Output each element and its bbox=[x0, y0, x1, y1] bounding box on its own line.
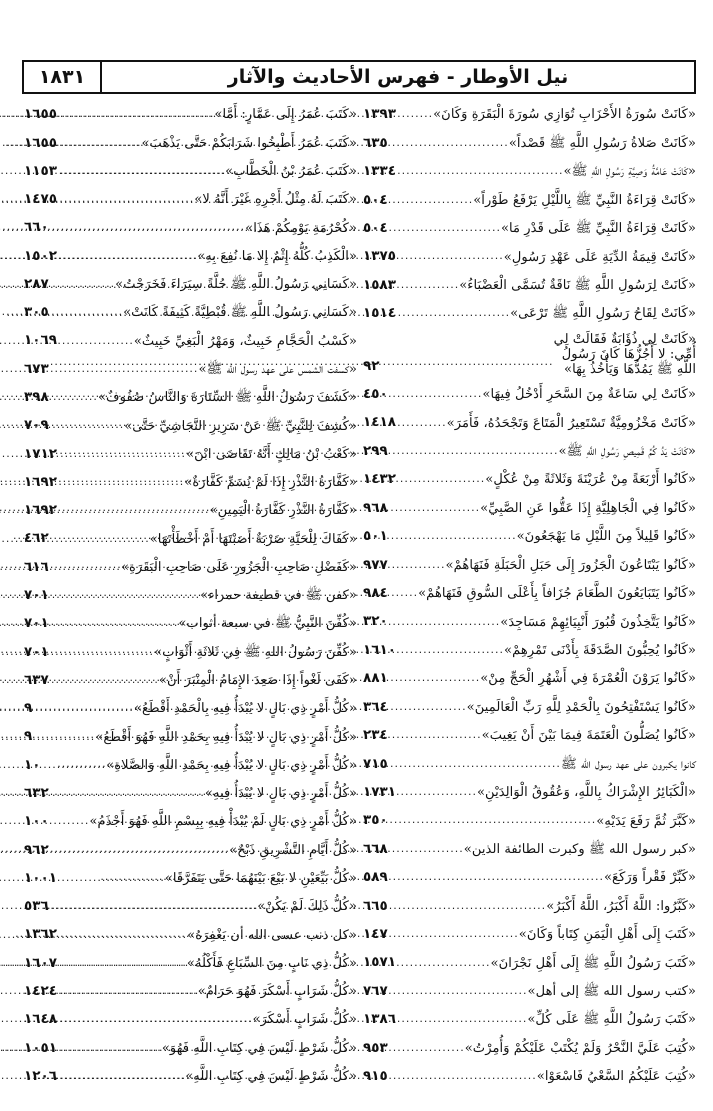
leader-dots bbox=[59, 165, 225, 178]
index-entry bbox=[363, 409, 696, 437]
index-entry bbox=[24, 1034, 357, 1062]
page-header bbox=[22, 60, 696, 94]
leader-dots bbox=[59, 1013, 253, 1026]
entry-page-number: ٣٠٥ bbox=[24, 304, 49, 321]
entry-text: «كل ذنب عسى الله أن يَغْفِرَهُ» bbox=[187, 927, 357, 943]
index-entry bbox=[24, 582, 357, 610]
entry-text: «كَانَتْ قِرَاءَةُ النَّبِيِّ ﷺ عَلَى قَدْرِ مَا» bbox=[500, 221, 696, 237]
entry-text: «كَسَانِي رَسُولُ اللَّهِ ﷺ حُلَّةً سِيَرَاءَ فَخَرَجْتُ» bbox=[115, 277, 357, 293]
entry-page-number: ٦٦٥ bbox=[363, 897, 388, 914]
leader-dots bbox=[59, 1070, 185, 1083]
index-entry bbox=[363, 551, 696, 579]
entry-text: «كَتَبَ عُمَرُ أَطْبِخُوا شَرَابَكُمْ حَتَّى يَذْهَبَ» bbox=[141, 135, 357, 151]
entry-page-number: ٦١٦ bbox=[24, 558, 49, 575]
entry-page-number: ٤٦٢ bbox=[24, 530, 49, 547]
entry-text: «كَتَبَ عُمَرُ إِلَى عَمَّارٍ: أَمَّا» bbox=[214, 107, 357, 123]
leader-dots bbox=[381, 356, 553, 369]
index-entry bbox=[363, 186, 696, 214]
index-entry bbox=[363, 129, 696, 157]
entry-text: «كُلُّ ذَلِكَ لَمْ يَكُنْ» bbox=[257, 899, 357, 915]
entry-page-number: ١٣٣٤ bbox=[363, 163, 396, 180]
leader-dots bbox=[398, 786, 477, 799]
entry-page-number: ١٠ bbox=[24, 756, 41, 773]
index-entry bbox=[363, 381, 696, 409]
entry-text: «كَانَتْ يَدُ كُمِّ قَمِيصِ رَسُولِ اللَّهِ ﷺ» bbox=[558, 444, 696, 460]
index-entry bbox=[24, 469, 357, 497]
index-entry bbox=[24, 780, 357, 808]
leader-dots bbox=[59, 193, 194, 206]
entry-page-number: ٩٥٣ bbox=[363, 1039, 388, 1056]
entry-page-number: ٦٦٠ bbox=[24, 219, 49, 236]
leader-dots bbox=[51, 363, 199, 376]
index-entry bbox=[363, 978, 696, 1006]
entry-text: «كَتَبَ رَسُولُ اللَّهِ ﷺ عَلَى كُلِّ» bbox=[527, 1012, 696, 1028]
entry-page-number: ٧٠١ bbox=[24, 587, 49, 604]
index-entry bbox=[363, 637, 696, 665]
leader-dots bbox=[390, 843, 464, 856]
entry-text: «كُلُّ أَمْرٍ ذِي بَالٍ لا يُبْدَأُ فِيهِ» bbox=[204, 786, 357, 802]
entry-page-number: ٢٩٩ bbox=[363, 442, 388, 459]
index-entry bbox=[363, 580, 696, 608]
entry-page-number: ٧٠٩ bbox=[24, 417, 49, 434]
leader-dots bbox=[390, 900, 546, 913]
leader-dots bbox=[42, 759, 106, 772]
entry-page-number: ١٥٧١ bbox=[363, 954, 396, 971]
index-entry bbox=[24, 186, 357, 214]
leader-dots bbox=[59, 1042, 162, 1055]
entry-text: «كَبِّرْ فَقْراً وَرَكَعَ» bbox=[603, 870, 696, 886]
index-entry bbox=[363, 1006, 696, 1034]
index-entry bbox=[24, 440, 357, 468]
leader-dots bbox=[398, 165, 564, 178]
index-entry bbox=[24, 751, 357, 779]
index-entry bbox=[363, 779, 696, 807]
entry-text: «كَانَتْ لِرَسُولِ اللَّهِ ﷺ نَاقَةٌ تُسَمَّى الْعَضْبَاءُ» bbox=[459, 277, 696, 293]
index-entry bbox=[363, 243, 696, 271]
entry-page-number: ١٠٦٩ bbox=[24, 332, 57, 349]
leader-dots bbox=[390, 985, 528, 998]
entry-page-number: ١٦٩٢ bbox=[24, 502, 57, 519]
index-entry bbox=[24, 412, 357, 440]
entry-text: «كَفَّارَةُ النَّذْرِ إِذَا لَمْ يُسَمِّ كَفَّارَةٌ» bbox=[184, 475, 357, 491]
index-entry bbox=[24, 836, 357, 864]
entry-text: «كَسَانِي رَسُولُ اللَّهِ ﷺ قُبْطِيَّةً كَثِيفَةً كَانَتْ» bbox=[123, 305, 357, 321]
entry-text: «كَفَى لَغْواً إِذَا صَعِدَ الإِمَامُ الْمِنْبَرَ أَنْ» bbox=[158, 673, 357, 689]
index-entry bbox=[363, 215, 696, 243]
entry-text: «كُلُّ شَرْطٍ لَيْسَ فِي كِتَابِ اللَّهِ فَهُوَ» bbox=[161, 1040, 357, 1056]
leader-dots bbox=[398, 644, 504, 657]
entry-text: «كَانَتْ قِرَاءَةُ النَّبِيِّ ﷺ بِاللَّيْلِ يَرْفَعُ طَوْراً» bbox=[473, 192, 696, 208]
leader-dots bbox=[51, 221, 245, 234]
page-title: نيل الأوطار - فهرس الأحاديث والآثار bbox=[227, 66, 569, 88]
entry-text: «كَتَبَ إِلَى أَهْلِ الْيَمَنِ كِتَاباً وَكَانَ» bbox=[518, 927, 696, 943]
entry-page-number: ٢٨٧ bbox=[24, 275, 49, 292]
leader-dots bbox=[398, 1013, 527, 1026]
leader-dots bbox=[398, 473, 485, 486]
entry-text: «كَتَبَ عُمَرُ بْنُ الْخَطَّابِ» bbox=[225, 163, 357, 179]
entry-text: «كُلُّ ذِي نَابٍ مِنَ السِّبَاعِ فَأَكْلُهُ» bbox=[186, 955, 357, 971]
leader-dots bbox=[51, 589, 200, 602]
entry-page-number: ٥٠٤ bbox=[363, 191, 388, 208]
leader-dots bbox=[390, 222, 501, 235]
entry-page-number: ١٥٨٣ bbox=[363, 276, 396, 293]
leader-dots bbox=[390, 530, 517, 543]
entry-text: «الْكَبَائِرُ الإِشْرَاكُ بِاللَّهِ، وَعُقُوقُ الْوَالِدَيْنِ» bbox=[476, 785, 696, 801]
entry-page-number: ١٧١٢ bbox=[24, 445, 57, 462]
index-entry bbox=[24, 695, 357, 723]
entry-text: «كَانُوا فِي الْجَاهِلِيَّةِ إِذَا عَقُّوا عَنِ الصَّبِيِّ» bbox=[480, 500, 696, 516]
leader-dots bbox=[398, 417, 447, 430]
entry-text: «كَبَّرَ ثُمَّ رَفَعَ يَدَيْهِ» bbox=[596, 813, 696, 829]
entry-page-number: ١٦٩٢ bbox=[24, 473, 57, 490]
entry-page-number: ٦٦٨ bbox=[363, 840, 388, 857]
entry-text: «كَانُوا يَسْتَفْتِحُونَ بِالْحَمْدِ لِلَّهِ رَبِّ الْعَالَمِينَ» bbox=[466, 699, 696, 715]
entry-text: «كُلُّ شَرَابٍ أَسْكَرَ فَهُوَ حَرَامٌ» bbox=[197, 984, 357, 1000]
index-entry bbox=[363, 328, 696, 380]
index-entry bbox=[363, 300, 696, 328]
entry-text: «كَانُوا يَتَبَايَعُونَ الطَّعَامَ جُزَافاً بِأَعْلَى السُّوقِ فَنَهَاهُمْ» bbox=[418, 586, 696, 602]
leader-dots bbox=[51, 787, 205, 800]
index-entry bbox=[363, 949, 696, 977]
entry-page-number: ١٥١٤ bbox=[363, 305, 396, 322]
leader-dots bbox=[390, 729, 482, 742]
entry-text: «كَانُوا أَرْبَعَةً مِنْ عُرَيْنَةَ وَثَلاثَةً مِنْ عُكْلٍ» bbox=[485, 472, 696, 488]
index-entry bbox=[24, 667, 357, 695]
leader-dots bbox=[59, 929, 187, 942]
entry-page-number: ٩١٥ bbox=[363, 1068, 388, 1085]
leader-dots bbox=[398, 279, 459, 292]
leader-dots bbox=[34, 731, 95, 744]
entry-text: «كَسْبُ الْحَجَّامِ خَبِيثٌ، وَمَهْرُ الْبَغِيِّ خَبِيثٌ» bbox=[133, 333, 357, 349]
entry-text: «كَانُوا قَلِيلاً مِنَ اللَّيْلِ مَا يَهْجَعُونَ» bbox=[516, 529, 696, 545]
index-entry bbox=[363, 836, 696, 864]
entry-text: «كَانُوا يَبْتَاعُونَ الْجَزُورَ إِلَى حَبَلِ الْحَبَلَةِ فَنَهَاهُمْ» bbox=[445, 557, 696, 573]
leader-dots bbox=[398, 307, 510, 320]
leader-dots bbox=[51, 617, 179, 630]
entry-text: «كُفِّنَ رَسُولُ اللهِ ﷺ فِي ثَلاثَةِ أَثْوَابٍ» bbox=[154, 644, 357, 660]
entry-page-number: ٩٨٤ bbox=[363, 584, 388, 601]
leader-dots bbox=[390, 701, 467, 714]
entry-text: «كَانَتْ عَامَّةُ وَصِيَّةِ رَسُولِ اللَّهِ ﷺ» bbox=[563, 164, 696, 180]
entry-page-number: ١٣٨٦ bbox=[363, 1011, 396, 1028]
leader-dots bbox=[390, 502, 480, 515]
entry-text: «كَشَفَ رَسُولُ اللَّهِ ﷺ السِّتَارَةَ وَالنَّاسُ صُفُوفٌ» bbox=[97, 390, 357, 406]
index-entry bbox=[24, 271, 357, 299]
index-entry bbox=[363, 466, 696, 494]
index-entry bbox=[24, 893, 357, 921]
entry-page-number: ٢٣٤ bbox=[363, 727, 388, 744]
index-entry bbox=[24, 921, 357, 949]
index-entry bbox=[363, 892, 696, 920]
entry-page-number: ٧٠١ bbox=[24, 643, 49, 660]
index-entry bbox=[24, 327, 357, 355]
index-entry bbox=[363, 158, 696, 186]
entry-page-number: ١٦٥٥ bbox=[24, 106, 57, 123]
index-entry bbox=[363, 864, 696, 892]
entry-page-number: ٣٦٤ bbox=[363, 698, 388, 715]
leader-dots bbox=[51, 306, 123, 319]
index-entry bbox=[24, 158, 357, 186]
leader-dots bbox=[59, 108, 214, 121]
entry-text: «كُلُّ أَمْرٍ ذِي بَالٍ لَمْ يُبْدَأْ فِيهِ بِبِسْمِ اللَّهِ فَهُوَ أَجْذَمُ» bbox=[89, 814, 357, 830]
index-entry bbox=[363, 523, 696, 551]
index-entry bbox=[363, 494, 696, 522]
entry-page-number: ١٢٠٦ bbox=[24, 1067, 57, 1084]
leader-dots bbox=[390, 194, 473, 207]
index-entry bbox=[363, 921, 696, 949]
leader-dots bbox=[390, 871, 604, 884]
index-entry bbox=[24, 214, 357, 242]
index-entry bbox=[24, 384, 357, 412]
entry-text: «كُفِّنَ النَّبِيُّ ﷺ في سبعة أثواب» bbox=[178, 616, 357, 632]
index-entry bbox=[24, 554, 357, 582]
leader-dots bbox=[390, 814, 597, 827]
index-entry bbox=[363, 272, 696, 300]
entry-page-number: ٩٦٢ bbox=[24, 841, 49, 858]
entry-page-number: ١٦٤٨ bbox=[24, 1011, 57, 1028]
left-column bbox=[24, 101, 357, 1091]
leader-dots bbox=[59, 957, 187, 970]
leader-dots bbox=[390, 928, 519, 941]
entry-text: «كَانُوا يُصَلُّونَ الْعَتَمَةَ فِيمَا بَيْنَ أَنْ يَغِيبَ» bbox=[481, 728, 696, 744]
entry-page-number: ١٠٠ bbox=[24, 813, 49, 830]
index-entry bbox=[24, 129, 357, 157]
entry-page-number: ٣٥٠ bbox=[363, 812, 388, 829]
entry-text: «كتب رسول الله ﷺ إلى أهل» bbox=[527, 984, 696, 1000]
leader-dots bbox=[34, 702, 134, 715]
entry-page-number: ٥٠٤ bbox=[363, 219, 388, 236]
leader-dots bbox=[59, 476, 184, 489]
leader-dots bbox=[390, 388, 483, 401]
entry-page-number: ١٤٣٢ bbox=[363, 471, 396, 488]
entry-page-number: ١١٥٣ bbox=[24, 162, 57, 179]
entry-text: «كُلُّ شَرْطٍ لَيْسَ فِي كِتَابِ اللَّهِ» bbox=[185, 1068, 357, 1084]
entry-page-number: ١٤٧ bbox=[363, 926, 388, 943]
index-entry bbox=[24, 978, 357, 1006]
leader-dots bbox=[59, 250, 197, 263]
entry-text: كانوا يكبرون على عهد رسول الله ﷺ bbox=[560, 756, 696, 772]
entry-page-number: ١٠٥١ bbox=[24, 1039, 57, 1056]
entry-text: «كبر رسول الله ﷺ وكبرت الطائفة الذين» bbox=[463, 841, 696, 857]
leader-dots bbox=[59, 137, 141, 150]
index-entry bbox=[24, 808, 357, 836]
leader-dots bbox=[51, 533, 150, 546]
leader-dots bbox=[51, 674, 159, 687]
entry-page-number: ٥٣٦ bbox=[24, 898, 49, 915]
entry-page-number: ١٥٠٢ bbox=[24, 247, 57, 264]
leader-dots bbox=[390, 445, 559, 458]
index-entry bbox=[24, 865, 357, 893]
index-entry bbox=[363, 722, 696, 750]
entry-text: «كُلُّ أَمْرٍ ذِي بَالٍ لا يُبْدَأُ فِيهِ بِحَمْدِ اللَّهِ وَالصَّلاةِ» bbox=[106, 757, 357, 773]
leader-dots bbox=[390, 587, 418, 600]
entry-page-number: ٧١٥ bbox=[363, 755, 388, 772]
leader-dots bbox=[51, 391, 98, 404]
entry-text: «كَانَتْ صَلاةُ رَسُولِ اللَّهِ ﷺ قَصْداً» bbox=[508, 135, 696, 151]
leader-dots bbox=[59, 985, 198, 998]
entry-page-number: ٦٣٧ bbox=[24, 671, 49, 688]
entry-text: «كُشِفَ لِلنَّبِيِّ ﷺ عَنْ سَرِيرِ النَّجَاشِيِّ حَتَّى» bbox=[124, 418, 357, 434]
leader-dots bbox=[51, 278, 115, 291]
entry-page-number: ٤٥٠ bbox=[363, 386, 388, 403]
index-entry bbox=[24, 101, 357, 129]
index-entry bbox=[24, 525, 357, 553]
leader-dots bbox=[51, 561, 121, 574]
entry-text: «كَفَّارَةُ النَّذْرِ كَفَّارَةُ الْيَمِينِ» bbox=[209, 503, 357, 519]
entry-text: «كُلُّ شَرَابٍ أَسْكَرَ» bbox=[252, 1012, 357, 1028]
entry-text: «كُحْرُمَةِ يَوْمِكُمْ هَذَا» bbox=[245, 220, 357, 236]
entry-text: «كَانَتْ لِي سَاعَةٌ مِنَ السَّحَرِ أَدْخُلُ فِيهَا» bbox=[482, 387, 696, 403]
entry-text: «كَانَتْ سُورَةُ الأَحْزَابِ تُوَازِي سُورَةَ الْبَقَرَةِ وَكَانَ» bbox=[433, 107, 696, 123]
leader-dots bbox=[398, 250, 504, 263]
entry-text: «كُلُّ أَيَّامِ التَّشْرِيقِ ذَبْحٌ» bbox=[229, 842, 357, 858]
leader-dots bbox=[390, 616, 501, 629]
leader-dots bbox=[59, 504, 210, 517]
entry-text: «كُلُّ أَمْرٍ ذِي بَالٍ لا يُبْدَأُ فِيهِ بِحَمْدِ اللَّهِ فَهُوَ أَقْطَعُ» bbox=[95, 729, 357, 745]
entry-text: «كَبَّرُوا: اللَّهُ أَكْبَرُ، اللَّهُ أَكْبَرُ» bbox=[546, 898, 696, 914]
entry-text: «كَانُوا يَرَوْنَ الْعُمْرَةَ فِي أَشْهُرِ الْحَجِّ مِنْ» bbox=[480, 671, 696, 687]
leader-dots bbox=[59, 872, 165, 885]
entry-page-number: ٧٦٧ bbox=[363, 982, 388, 999]
entry-page-number: ١٤١٨ bbox=[363, 414, 396, 431]
entry-page-number: ٥٠١ bbox=[363, 528, 388, 545]
entry-text: «كسفت الشمس على عهد رسول الله ﷺ» bbox=[198, 361, 357, 377]
entry-text: «كَفَضْلِ صَاحِبِ الْجَزُورِ عَلَى صَاحِبِ الْبَقَرَةِ» bbox=[120, 559, 357, 575]
index-entry bbox=[363, 750, 696, 778]
leader-dots bbox=[390, 1070, 537, 1083]
entry-page-number: ١٣٦٢ bbox=[24, 926, 57, 943]
index-entry bbox=[24, 356, 357, 384]
entry-text: «كَتَبَ رَسُولُ اللَّهِ ﷺ إِلَى أَهْلِ نَجْرَانَ» bbox=[490, 955, 696, 971]
leader-dots bbox=[398, 957, 491, 970]
entry-page-number: ١٠٠١ bbox=[24, 869, 57, 886]
leader-dots bbox=[51, 900, 257, 913]
right-column bbox=[363, 101, 696, 1091]
entry-text: «الْكَذِبُ كُلُّهُ إِثْمٌ إِلا مَا نُفِعَ بِهِ» bbox=[197, 248, 357, 264]
leader-dots bbox=[51, 844, 229, 857]
entry-text: «كَانُوا يُحِبُّونَ الصَّدَقَةَ بِأَدْنَى تَمْرِهِمْ» bbox=[504, 643, 696, 658]
entry-page-number: ١٧٣١ bbox=[363, 783, 396, 800]
index-entry bbox=[24, 497, 357, 525]
entry-text: «كُتِبَ عَلَيَّ النَّحْرُ وَلَمْ يُكْتَبْ عَلَيْكُمْ وَأُمِرْتُ» bbox=[464, 1040, 696, 1056]
index-entry bbox=[24, 638, 357, 666]
leader-dots bbox=[51, 419, 124, 432]
index-entry bbox=[363, 807, 696, 835]
entry-page-number: ١٣٧٥ bbox=[363, 248, 396, 265]
entry-page-number: ٩٦٨ bbox=[363, 499, 388, 516]
leader-dots bbox=[390, 1042, 465, 1055]
entry-page-number: ٨٨١ bbox=[363, 670, 388, 687]
entry-page-number: ١٤٢٤ bbox=[24, 982, 57, 999]
leader-dots bbox=[51, 646, 154, 659]
page-number: ١٨٣١ bbox=[24, 62, 102, 92]
entry-text: «كَعْبُ بْنُ مَالِكٍ أَنَّهُ تَقَاضَى ابْنَ» bbox=[186, 446, 357, 462]
entry-page-number: ١٦٠٧ bbox=[24, 954, 57, 971]
entry-page-number: ٦٣٢ bbox=[24, 784, 49, 801]
entry-page-number: ١٦٥٥ bbox=[24, 134, 57, 151]
index-entry bbox=[24, 1006, 357, 1034]
leader-dots bbox=[59, 448, 186, 461]
entry-text: «كَانَتْ قِيمَةُ الدِّيَةِ عَلَى عَهْدِ رَسُولِ» bbox=[503, 249, 696, 265]
index-entry bbox=[363, 438, 696, 466]
entry-text: «كُتِبَ عَلَيْكُمُ السَّعْيُ فَاسْعَوْا» bbox=[536, 1069, 696, 1085]
leader-dots bbox=[390, 559, 446, 572]
entry-text: «كُلُّ بَيِّعَيْنِ لا بَيْعَ بَيْنَهُمَا حَتَّى يَتَفَرَّقَا» bbox=[164, 871, 357, 886]
entry-text: «كَتَبَ لَهُ مِثْلُ أَجْرِهِ غَيْرَ أَنَّهُ لا» bbox=[194, 192, 357, 208]
leader-dots bbox=[390, 758, 561, 771]
entry-page-number: ٣٩٨ bbox=[24, 389, 49, 406]
index-entry bbox=[24, 242, 357, 270]
leader-dots bbox=[59, 335, 134, 348]
index-entry bbox=[24, 1063, 357, 1091]
entry-page-number: ٩ bbox=[24, 700, 33, 717]
entry-page-number: ٦٧٣ bbox=[24, 360, 49, 377]
leader-dots bbox=[390, 137, 509, 150]
index-entry bbox=[363, 693, 696, 721]
index-entry bbox=[363, 665, 696, 693]
entry-page-number: ٦٣٥ bbox=[363, 134, 388, 151]
entry-page-number: ٩ bbox=[24, 728, 33, 745]
entry-text: «كَانُوا يَتَّخِذُونَ قُبُورَ أَنْبِيَائِهِمْ مَسَاجِدَ» bbox=[500, 614, 696, 630]
entry-text: «كفن ﷺ في قطيفة حمراء» bbox=[200, 588, 357, 604]
entry-text: «كَانَتْ لِي ذُؤَابَةٌ فَقَالَتْ لِي أُمِّي: لا أَجُزُّهَا كَانَ رَسُولُ اللَّهِ ﷺ يَمُدُّهَا وَيَأْخُذُ بِهَا» bbox=[553, 331, 696, 377]
entry-page-number: ٧٠١ bbox=[24, 615, 49, 632]
index-entry bbox=[24, 299, 357, 327]
entry-text: «كُلُّ أَمْرٍ ذِي بَالٍ لا يُبْدَأُ فِيهِ بِالْحَمْدِ أَقْطَعُ» bbox=[133, 701, 357, 717]
index-entry bbox=[24, 723, 357, 751]
leader-dots bbox=[51, 815, 90, 828]
entry-page-number: ٥٨٩ bbox=[363, 869, 388, 886]
entry-page-number: ٣٢٠ bbox=[363, 613, 388, 630]
entry-page-number: ١٤٧٥ bbox=[24, 191, 57, 208]
index-entry bbox=[363, 101, 696, 129]
entry-page-number: ١٣٩٣ bbox=[363, 106, 396, 123]
index-entry bbox=[363, 1063, 696, 1091]
index-entry bbox=[363, 1035, 696, 1063]
entry-text: «كَانَتْ مَخْزُومِيَّةٌ تَسْتَعِيرُ الْمَتَاعَ وَتَجْحَدُهُ، فَأَمَرَ» bbox=[446, 415, 696, 431]
entry-page-number: ٩٧٧ bbox=[363, 556, 388, 573]
index-entry bbox=[24, 610, 357, 638]
entry-text: «كَانَتْ لِقَاحُ رَسُولِ اللَّهِ ﷺ تَرْعَى» bbox=[510, 306, 696, 322]
leader-dots bbox=[398, 108, 433, 121]
entry-page-number: ١٦١٠ bbox=[363, 641, 396, 658]
entry-text: «كَفَاكَ لِلْحَيَّةِ ضَرْبَةٌ أَصَبْتَهَا أَمْ أَخْطَأْتَهَا» bbox=[149, 531, 357, 547]
index-entry bbox=[363, 608, 696, 636]
entry-page-number: ٩٢ bbox=[363, 357, 380, 374]
index-entry bbox=[24, 949, 357, 977]
leader-dots bbox=[390, 672, 481, 685]
